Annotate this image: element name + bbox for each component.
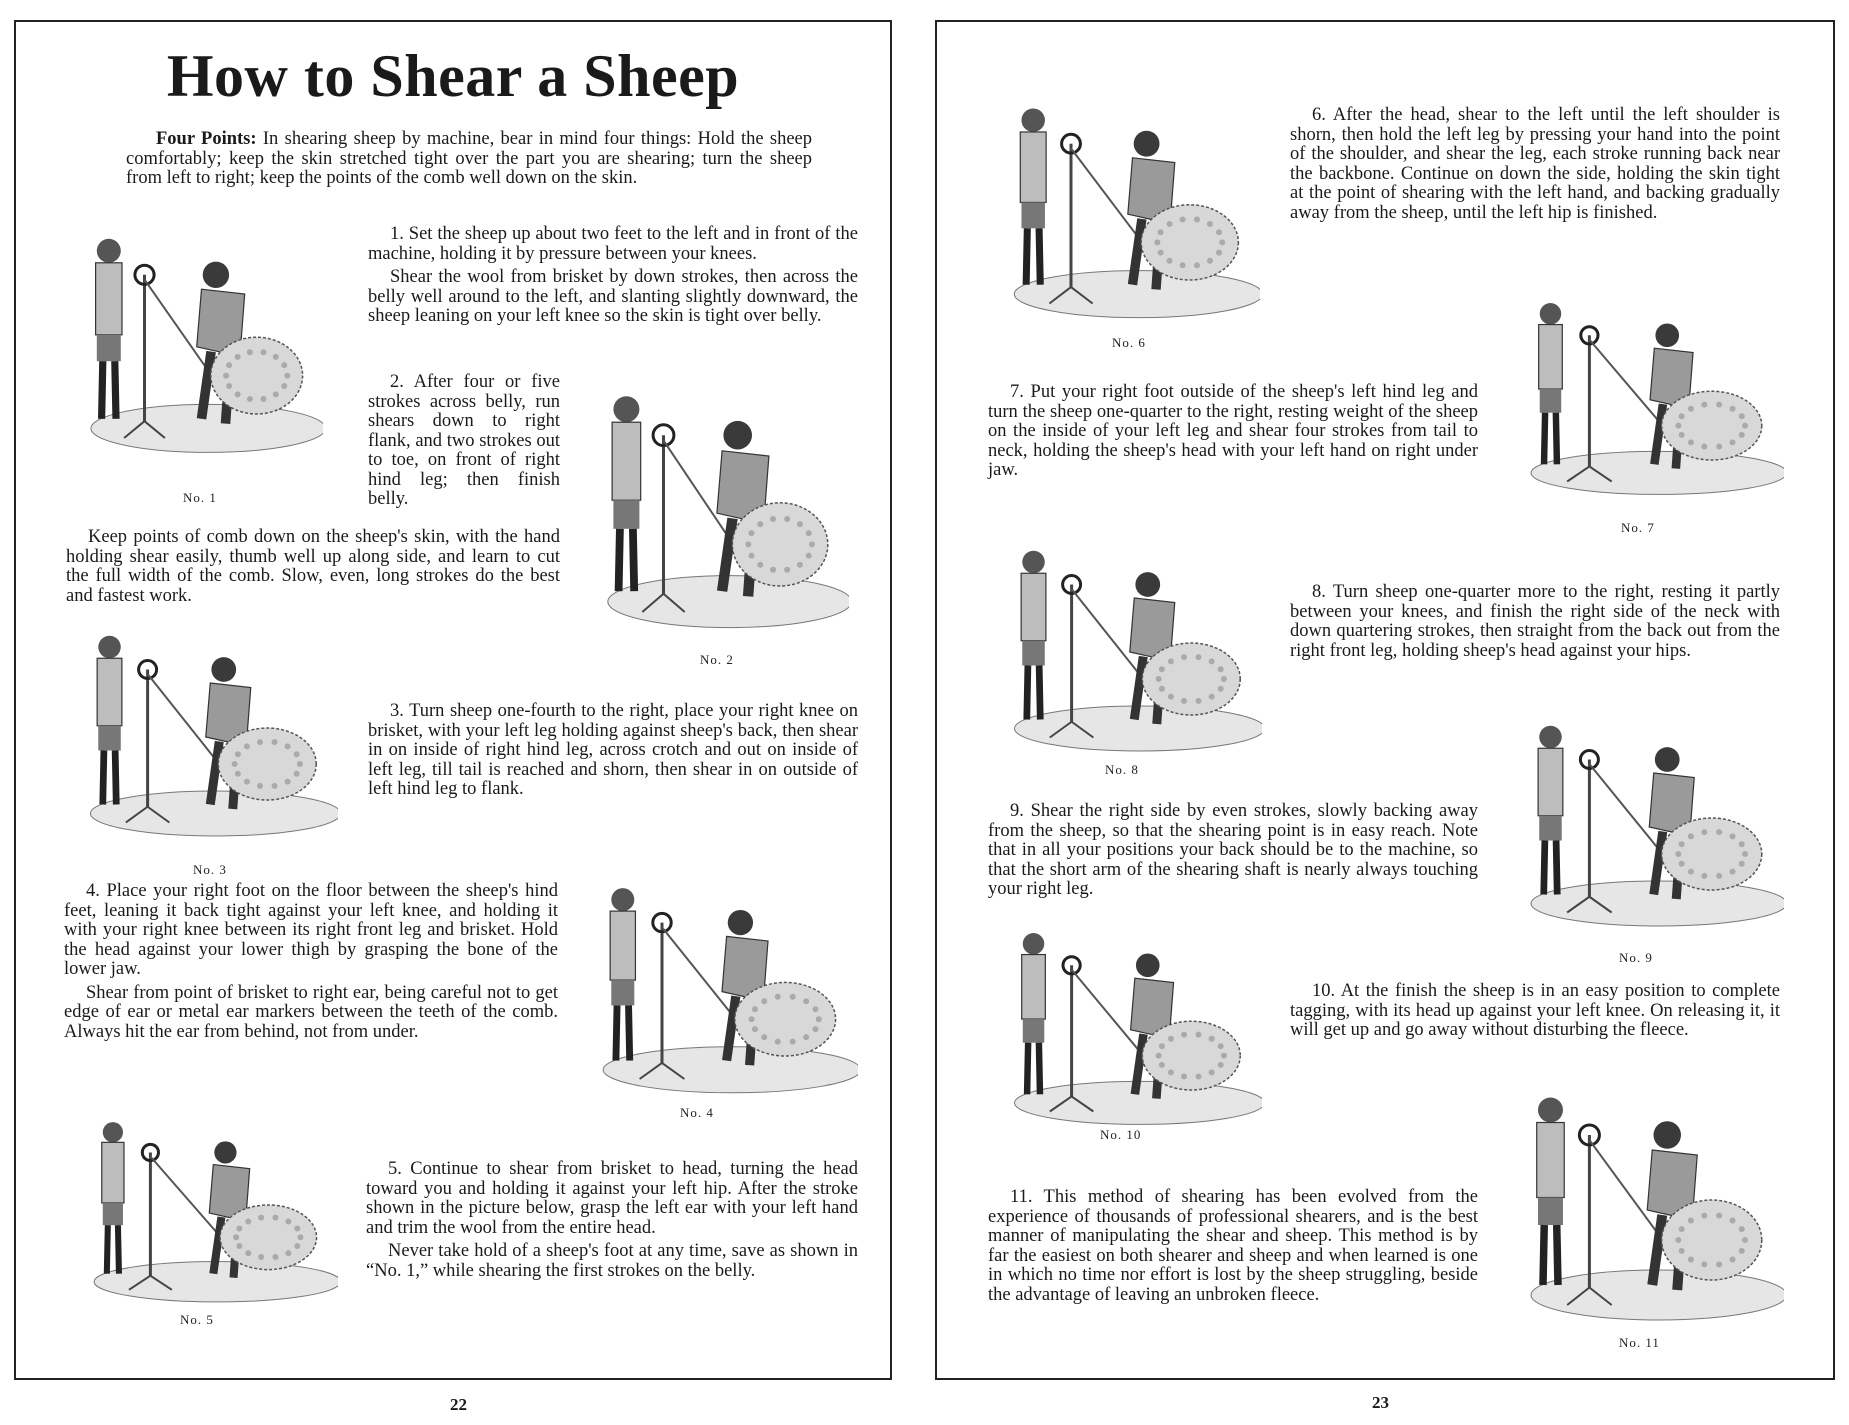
step-2b-text: Keep points of comb down on the sheep's skin, with the hand holding shear easily, thumb well up along side, and learn to cut the full width of the comb. Slow, even, long strokes do the best and fastest work. [66,527,560,606]
figure-10 [990,918,1262,1133]
step-7-text: 7. Put your right foot outside of the sheep's left hind leg and turn the sheep one-quarter to the right, resting weight of the sheep on the inside of your left leg and shear four strokes from tail to neck, holding the sheep's head with your left hand on right under jaw. [988,382,1478,480]
step-1 [368,225,858,331]
figure-4 [578,872,858,1102]
step-9 [988,802,1478,904]
intro-lead: Four Points: [156,129,257,149]
step-3 [368,702,858,804]
figure-11 [1506,1080,1784,1330]
page-title: How to Shear a Sheep [166,43,740,109]
step-2b [66,528,560,610]
caption-4: No. 4 [680,1105,714,1120]
figure-8 [990,535,1262,760]
step-8 [1290,583,1780,665]
step-4a-text: 4. Place your right foot on the floor between the sheep's hind feet, leaning it back tight against your left knee, and holding it with your right knee between its right front leg and brisket. Hold the head against your lower thigh by grasping the bone of the lower jaw. [64,881,558,979]
step-3-text: 3. Turn sheep one-fourth to the right, place your right knee on brisket, with your left leg holding against sheep's back, then shear in on inside of right hind leg, across crotch and out on inside of left leg, till tail is reached and shorn, then shear in on outside of left hind leg to flank. [368,701,858,799]
caption-3: No. 3 [193,862,227,877]
caption-5: No. 5 [180,1312,214,1327]
step-6 [1290,106,1780,227]
intro-text: In shearing sheep by machine, bear in mind four things: Hold the sheep comfortably; keep the skin stretched tight over the part you are shearing; turn the sheep from left to right; keep the points of the comb well down on the skin. [126,129,813,188]
caption-2: No. 2 [700,652,734,667]
page-number-right: 23 [1372,1393,1389,1412]
figure-6 [990,92,1260,327]
caption-10: No. 10 [1100,1127,1142,1142]
step-4b-text: Shear from point of brisket to right ear, being careful not to get edge of ear or metal ear markers between the teeth of the comb. Always hit the ear from behind, not from under. [64,982,558,1042]
step-1a-text: 1. Set the sheep up about two feet to the left and in front of the machine, holding it by pressure between your knees. [368,224,858,264]
caption-6: No. 6 [1112,335,1146,350]
figure-5 [70,1108,338,1310]
caption-8: No. 8 [1105,762,1139,777]
step-10-text: 10. At the finish the sheep is in an easy position to complete tagging, with its head up against your left knee. On releasing it, it will get up and go away without disturbing the fleece. [1290,981,1780,1040]
step-2a-text: 2. After four or five strokes across belly, run shears down to right flank, and two strokes out to toe, on front of right hind leg; then finish belly. [368,372,560,509]
caption-11: No. 11 [1619,1335,1660,1350]
step-7 [988,383,1478,485]
step-2 [368,373,560,514]
page-number-left: 22 [450,1395,467,1414]
caption-7: No. 7 [1621,520,1655,535]
caption-1: No. 1 [183,490,217,505]
intro-paragraph [126,130,812,193]
step-11-text: 11. This method of shearing has been evolved from the experience of thousands of professional shearers, and is the best manner of manipulating the shear and sheep. This method is by far the easiest on both shearer and sheep and when learned is one in which no time nor effort is lost by the sheep struggling, beside the advantage of leaving an unbroken fleece. [988,1187,1478,1305]
figure-3 [66,620,338,845]
step-11 [988,1188,1478,1309]
step-10 [1290,982,1780,1045]
step-5a-text: 5. Continue to shear from brisket to head, turning the head toward you and holding it against your left hip. After the stroke shown in the picture below, grasp the left ear with your left hand and trim the wool from the entire head. [366,1159,858,1238]
figure-2 [584,378,849,638]
caption-9: No. 9 [1619,950,1653,965]
step-9-text: 9. Shear the right side by even strokes, slowly backing away from the sheep, so that the shearing point is in easy reach. Note that in all your positions your back should be to the machine, so that the short arm of the shearing shaft is nearly always touching your right leg. [988,801,1478,899]
step-6-text: 6. After the head, shear to the left until the left shoulder is shorn, then hold the left leg by pressing your hand into the point of the shoulder, and shear the leg, each stroke running back near the backbone. Continue on down the side, holding the skin tight at the point of shearing with the left hand, and backing gradually away from the sheep, until the left hip is finished. [1290,105,1780,223]
step-5b-text: Never take hold of a sheep's foot at any time, save as shown in “No. 1,” while shearing the first strokes on the belly. [366,1241,858,1281]
step-1b-text: Shear the wool from brisket by down strokes, then across the belly well around to the left, and slanting slightly downward, the sheep leaning on your left knee so the skin is tight over belly. [368,267,858,326]
step-4 [64,882,558,1046]
figure-7 [1506,288,1784,503]
figure-1 [68,222,323,462]
figure-9 [1506,710,1784,935]
step-5 [366,1160,858,1285]
step-8-text: 8. Turn sheep one-quarter more to the right, resting it partly between your knees, and finish the right side of the neck with down quartering strokes, then straight from the back out from the right front leg, holding sheep's head against your hips. [1290,582,1780,661]
